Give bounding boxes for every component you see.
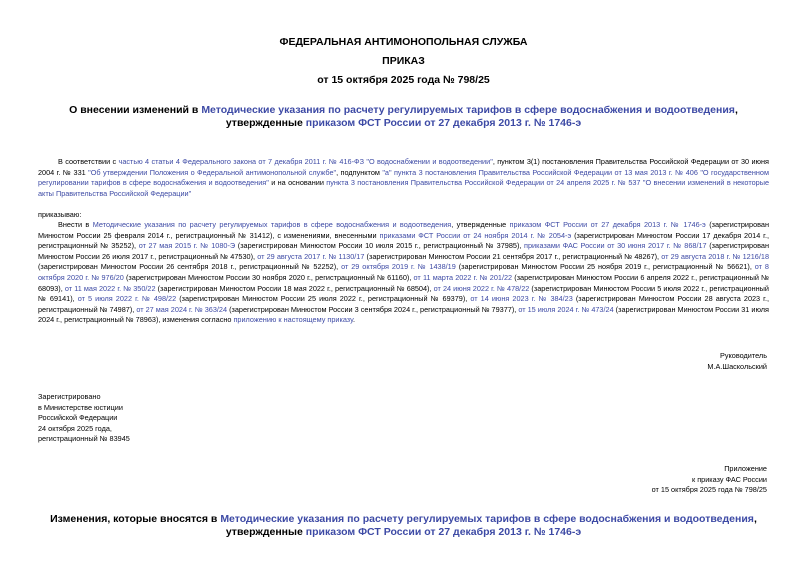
body-text: (зарегистрирован Минюстом России 30 ноября 2020 г., регистрационный № 61160), (123, 272, 414, 282)
appendix-line: от 15 октября 2025 года № 798/25 (651, 485, 767, 495)
body-link[interactable]: от 11 мая 2022 г. № 350/22 (64, 283, 156, 293)
order-word: приказываю: (38, 210, 82, 219)
registration-line: в Министерстве юстиции (38, 402, 123, 412)
body-link[interactable]: приказом ФСТ России от 27 декабря 2013 г. № 1746-э (509, 220, 706, 229)
body-text: (зарегистрирован Минюстом России 10 июля 2015 г., регистрационный № 37985), (235, 241, 525, 251)
body-link[interactable]: от 11 марта 2022 г. № 201/22 (413, 272, 513, 282)
body-text: , утвержденные (451, 220, 510, 229)
preamble-text-4: и на основании (268, 178, 327, 188)
body-link[interactable]: от 29 октября 2019 г. № 1438/19 (341, 262, 456, 272)
body-text: (зарегистрирован Минюстом России 5 июля 2022 г., регистрационный № 69141), (38, 283, 769, 304)
title-text-2: , утвержденные (225, 104, 738, 129)
body-link[interactable]: от 24 июня 2022 г. № 478/22 (433, 283, 530, 293)
body-link[interactable]: от 14 июня 2023 г. № 384/23 (470, 294, 573, 304)
body-link[interactable]: приказами ФАС России от 30 июня 2017 г. № 868/17 (524, 241, 707, 251)
body-text: (зарегистрирован Минюстом России 26 сентября 2018 г., регистрационный № 52252), (38, 262, 342, 272)
preamble-text-1: В соответствии с (58, 157, 119, 166)
header-doc-type: ПРИКАЗ (382, 55, 425, 67)
body-link[interactable]: от 27 мая 2015 г. № 1080-Э (138, 241, 236, 251)
changes-title-text-2: , утвержденные (225, 513, 757, 538)
body-text: (зарегистрирован Минюстом России 18 мая 2022 г., регистрационный № 68504), (155, 283, 434, 293)
body-text: . (353, 315, 356, 325)
registration-line: 24 октября 2025 года, (38, 423, 112, 433)
signature-name: М.А.Шаскольский (707, 361, 767, 371)
title-link-guidelines[interactable]: Методические указания по расчету регулируемых тарифов в сфере водоснабжения и водоотведения (201, 104, 735, 116)
signature-block (707, 351, 767, 372)
preamble-link-regulation[interactable]: "Об утверждении Положения о Федеральной антимонопольной службе" (88, 167, 337, 177)
title-link-fst-order[interactable]: приказом ФСТ России от 27 декабря 2013 г. № 1746-э (305, 117, 582, 129)
changes-title (30, 513, 777, 539)
body-text: (зарегистрирован Минюстом России 3 сентября 2024 г., регистрационный № 79377), (227, 304, 519, 314)
body-link[interactable]: от 29 августа 2017 г. № 1130/17 (257, 251, 365, 261)
changes-title-text-1: Изменения, которые вносятся в (50, 513, 221, 525)
registration-block (38, 392, 130, 445)
header-agency: ФЕДЕРАЛЬНАЯ АНТИМОНОПОЛЬНАЯ СЛУЖБА (279, 36, 528, 48)
body-text: (зарегистрирован Минюстом России 6 апреля 2022 г., регистрационный № 68093), (38, 272, 769, 293)
registration-line: Российской Федерации (38, 413, 118, 423)
registration-line: Зарегистрировано (38, 392, 101, 401)
body-link[interactable]: от 29 августа 2018 г. № 1216/18 (661, 251, 770, 261)
body-link[interactable]: от 8 октября 2020 г. № 976/20 (38, 262, 769, 282)
document-title (30, 104, 777, 130)
appendix-line: к приказу ФАС России (691, 474, 767, 484)
body-paragraph (38, 220, 769, 326)
body-link-appendix[interactable]: приложению к настоящему приказу (233, 315, 353, 325)
changes-title-link-guidelines[interactable]: Методические указания по расчету регулируемых тарифов в сфере водоснабжения и водоотведения (220, 513, 754, 525)
appendix-line: Приложение (724, 464, 767, 473)
body-link[interactable]: от 15 июля 2024 г. № 473/24 (518, 304, 614, 314)
preamble-text-2: , пунктом 3(1) постановления Правительства Российской Федерации от 30 июня 2004 г. № 331 (38, 157, 770, 177)
registration-line: регистрационный № 83945 (38, 434, 130, 444)
body-text: (зарегистрирован Минюстом России 28 августа 2023 г., регистрационный № 74987), (38, 294, 770, 314)
body-text: (зарегистрирован Минюстом России 21 сентября 2017 г., регистрационный № 48267), (364, 251, 662, 261)
body-link[interactable]: от 27 мая 2024 г. № 363/24 (136, 304, 228, 314)
body-text: (зарегистрирован Минюстом России 25 июля 2022 г., регистрационный № 69379), (176, 294, 471, 304)
preamble-link-decree-406[interactable]: "а" пункта 3 постановления Правительства Российской Федерации от 13 мая 2013 г. № 406 "О государственном регулировании тарифов в сфере водоснабжения и водоотведения" (38, 167, 769, 188)
body-text: (зарегистрирован Минюстом России 31 июля 2024 г., регистрационный № 78963), изменения согласно (38, 304, 769, 325)
body-text: (зарегистрирован Минюстом России 25 ноября 2019 г., регистрационный № 56621), (455, 262, 755, 272)
preamble-link-decree-537[interactable]: пункта 3 постановления Правительства Российской Федерации от 24 апреля 2025 г. № 537 "О внесении изменений в некоторые акты Правительства Российской Федерации" (38, 178, 770, 198)
body-text: (зарегистрирован Минюстом России 26 июля 2017 г., регистрационный № 47530), (38, 241, 770, 261)
header-date-number: от 15 октября 2025 года № 798/25 (317, 74, 490, 86)
title-text-1: О внесении изменений в (69, 104, 202, 116)
body-text: Внести в (58, 220, 93, 229)
appendix-block (652, 464, 767, 496)
body-link[interactable]: Методические указания по расчету регулируемых тарифов в сфере водоснабжения и водоотведения (92, 220, 452, 229)
changes-title-link-fst-order[interactable]: приказом ФСТ России от 27 декабря 2013 г. № 1746-э (305, 526, 582, 538)
body-text: (зарегистрирован Минюстом России 25 февраля 2014 г., регистрационный № 31412), с изменениями, внесенными (38, 220, 770, 240)
preamble-paragraph (38, 157, 769, 199)
body-link[interactable]: приказами ФСТ России от 24 ноября 2014 г. № 2054-э (379, 230, 572, 240)
preamble-text-3: , подпунктом (336, 167, 383, 177)
body-text: (зарегистрирован Минюстом России 17 декабря 2014 г., регистрационный № 35252), (38, 230, 770, 251)
signature-position: Руководитель (719, 351, 767, 360)
preamble-link-law[interactable]: частью 4 статьи 4 Федерального закона от 7 декабря 2011 г. № 416-ФЗ "О водоснабжении и водоотведении" (118, 157, 493, 166)
body-link[interactable]: от 5 июля 2022 г. № 498/22 (77, 294, 177, 304)
